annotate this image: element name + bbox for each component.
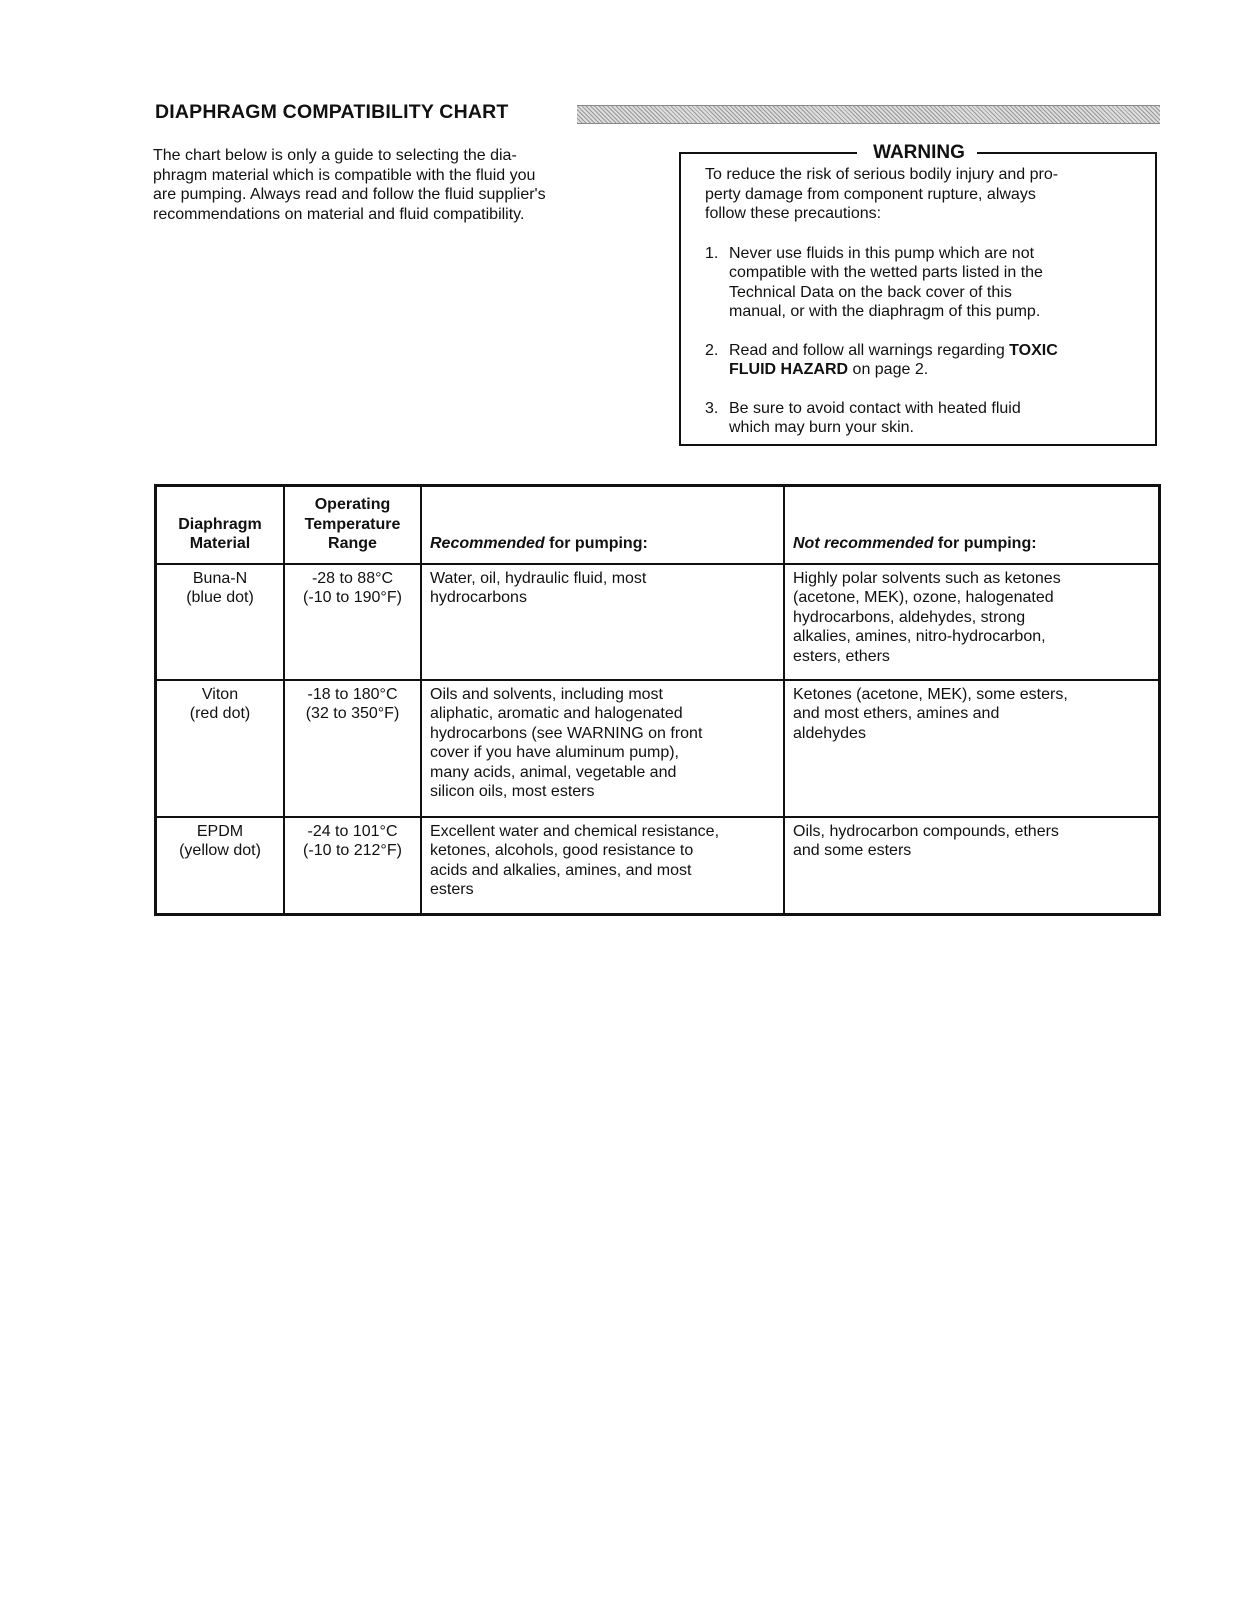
cell-temperature: -28 to 88°C (-10 to 190°F)	[284, 564, 421, 680]
header-rest: for pumping:	[544, 535, 648, 552]
cell-material: EPDM (yellow dot)	[156, 817, 285, 915]
warning-lead: To reduce the risk of serious bodily injury and pro- perty damage from component rupture, always follow these precautions:	[705, 166, 1059, 222]
item-number: 2.	[705, 341, 719, 359]
warning-item	[705, 399, 1135, 438]
title-hatch-bar	[577, 105, 1160, 124]
cell-recommended: Excellent water and chemical resistance, ketones, alcohols, good resistance to acids and alkalies, amines, and most esters	[421, 817, 784, 915]
item-text: Be sure to avoid contact with heated fluid which may burn your skin.	[729, 399, 1021, 436]
item-text: Never use fluids in this pump which are not compatible with the wetted parts listed in the Technical Data on the back cover of this manual, or with the diaphragm of this pump.	[729, 244, 1043, 320]
cell-not-recommended: Highly polar solvents such as ketones (acetone, MEK), ozone, halogenated hydrocarbons, aldehydes, strong alkalies, amines, nitro-hydrocarbon, esters, ethers	[784, 564, 1160, 680]
cell-not-recommended: Ketones (acetone, MEK), some esters, and most ethers, amines and aldehydes	[784, 680, 1160, 817]
cell-not-recommended: Oils, hydrocarbon compounds, ethers and some esters	[784, 817, 1160, 915]
table-row	[156, 680, 1160, 817]
item-text-bold: TOXIC	[1009, 341, 1058, 359]
warning-rule-left	[679, 152, 857, 154]
compatibility-table	[154, 484, 1161, 916]
header-emphasis: Recommended	[430, 535, 545, 552]
warning-label: WARNING	[873, 142, 965, 163]
warning-box	[679, 142, 1157, 446]
header-emphasis: Not recommended	[793, 535, 934, 552]
table-row	[156, 817, 1160, 915]
warning-item	[705, 244, 1135, 322]
header-recommended	[421, 486, 784, 564]
item-text: on page 2.	[848, 361, 929, 378]
item-number: 1.	[705, 244, 719, 262]
cell-recommended: Oils and solvents, including most aliphatic, aromatic and halogenated hydrocarbons (see WARNING on front cover if you have aluminum pump), many acids, animal, vegetable and silicon oils, most esters	[421, 680, 784, 817]
header-temperature: Operating Temperature Range	[284, 486, 421, 564]
item-number: 3.	[705, 399, 719, 417]
cell-temperature: -18 to 180°C (32 to 350°F)	[284, 680, 421, 817]
header-rest: for pumping:	[933, 535, 1037, 552]
intro-paragraph: The chart below is only a guide to selecting the dia- phragm material which is compatible with the fluid you are pumping. Always read and follow the fluid supplier's recommendations on material and fluid compatibility.	[153, 147, 546, 223]
item-text-bold: FLUID HAZARD	[729, 361, 849, 378]
warning-item	[705, 341, 1135, 380]
page-title: DIAPHRAGM COMPATIBILITY CHART	[155, 101, 509, 123]
table-header-row	[156, 486, 1160, 564]
cell-temperature: -24 to 101°C (-10 to 212°F)	[284, 817, 421, 915]
header-not-recommended	[784, 486, 1160, 564]
cell-material: Viton (red dot)	[156, 680, 285, 817]
header-material: Diaphragm Material	[156, 486, 285, 564]
table-row	[156, 564, 1160, 680]
warning-rule-right	[977, 152, 1157, 154]
cell-material: Buna-N (blue dot)	[156, 564, 285, 680]
item-text: Read and follow all warnings regarding	[729, 341, 1010, 359]
cell-recommended: Water, oil, hydraulic fluid, most hydrocarbons	[421, 564, 784, 680]
